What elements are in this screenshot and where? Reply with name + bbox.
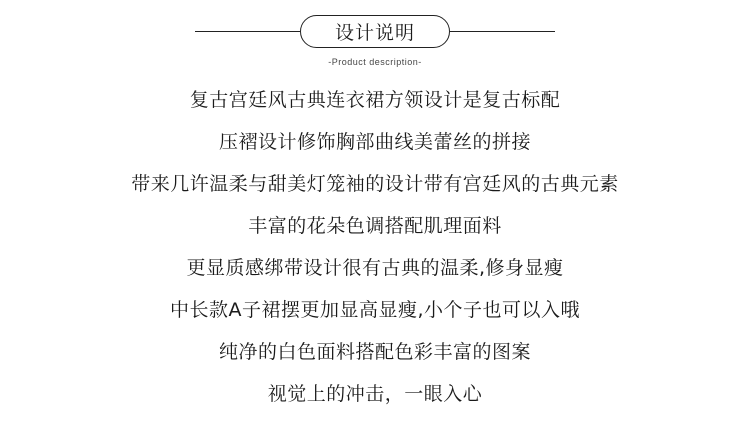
section-title: 设计说明 bbox=[300, 15, 450, 48]
description-line: 中长款A子裙摆更加显高显瘦,小个子也可以入哦 bbox=[169, 299, 581, 321]
description-line: 视觉上的冲击，一眼入心 bbox=[267, 383, 483, 405]
description-line: 压褶设计修饰胸部曲线美蕾丝的拼接 bbox=[218, 131, 531, 153]
header-right-rule bbox=[450, 31, 555, 32]
description-line: 更显质感绑带设计很有古典的温柔,修身显瘦 bbox=[186, 257, 564, 279]
description-line: 丰富的花朵色调搭配肌理面料 bbox=[248, 215, 502, 237]
description-list bbox=[0, 79, 750, 415]
description-line: 复古宫廷风古典连衣裙方领设计是复古标配 bbox=[189, 89, 561, 111]
description-line: 纯净的白色面料搭配色彩丰富的图案 bbox=[218, 341, 531, 363]
header-left-rule bbox=[195, 31, 300, 32]
section-header bbox=[0, 0, 750, 80]
section-subtitle: -Product description- bbox=[328, 57, 422, 67]
description-line: 带来几许温柔与甜美灯笼袖的设计带有宫廷风的古典元素 bbox=[131, 173, 619, 195]
